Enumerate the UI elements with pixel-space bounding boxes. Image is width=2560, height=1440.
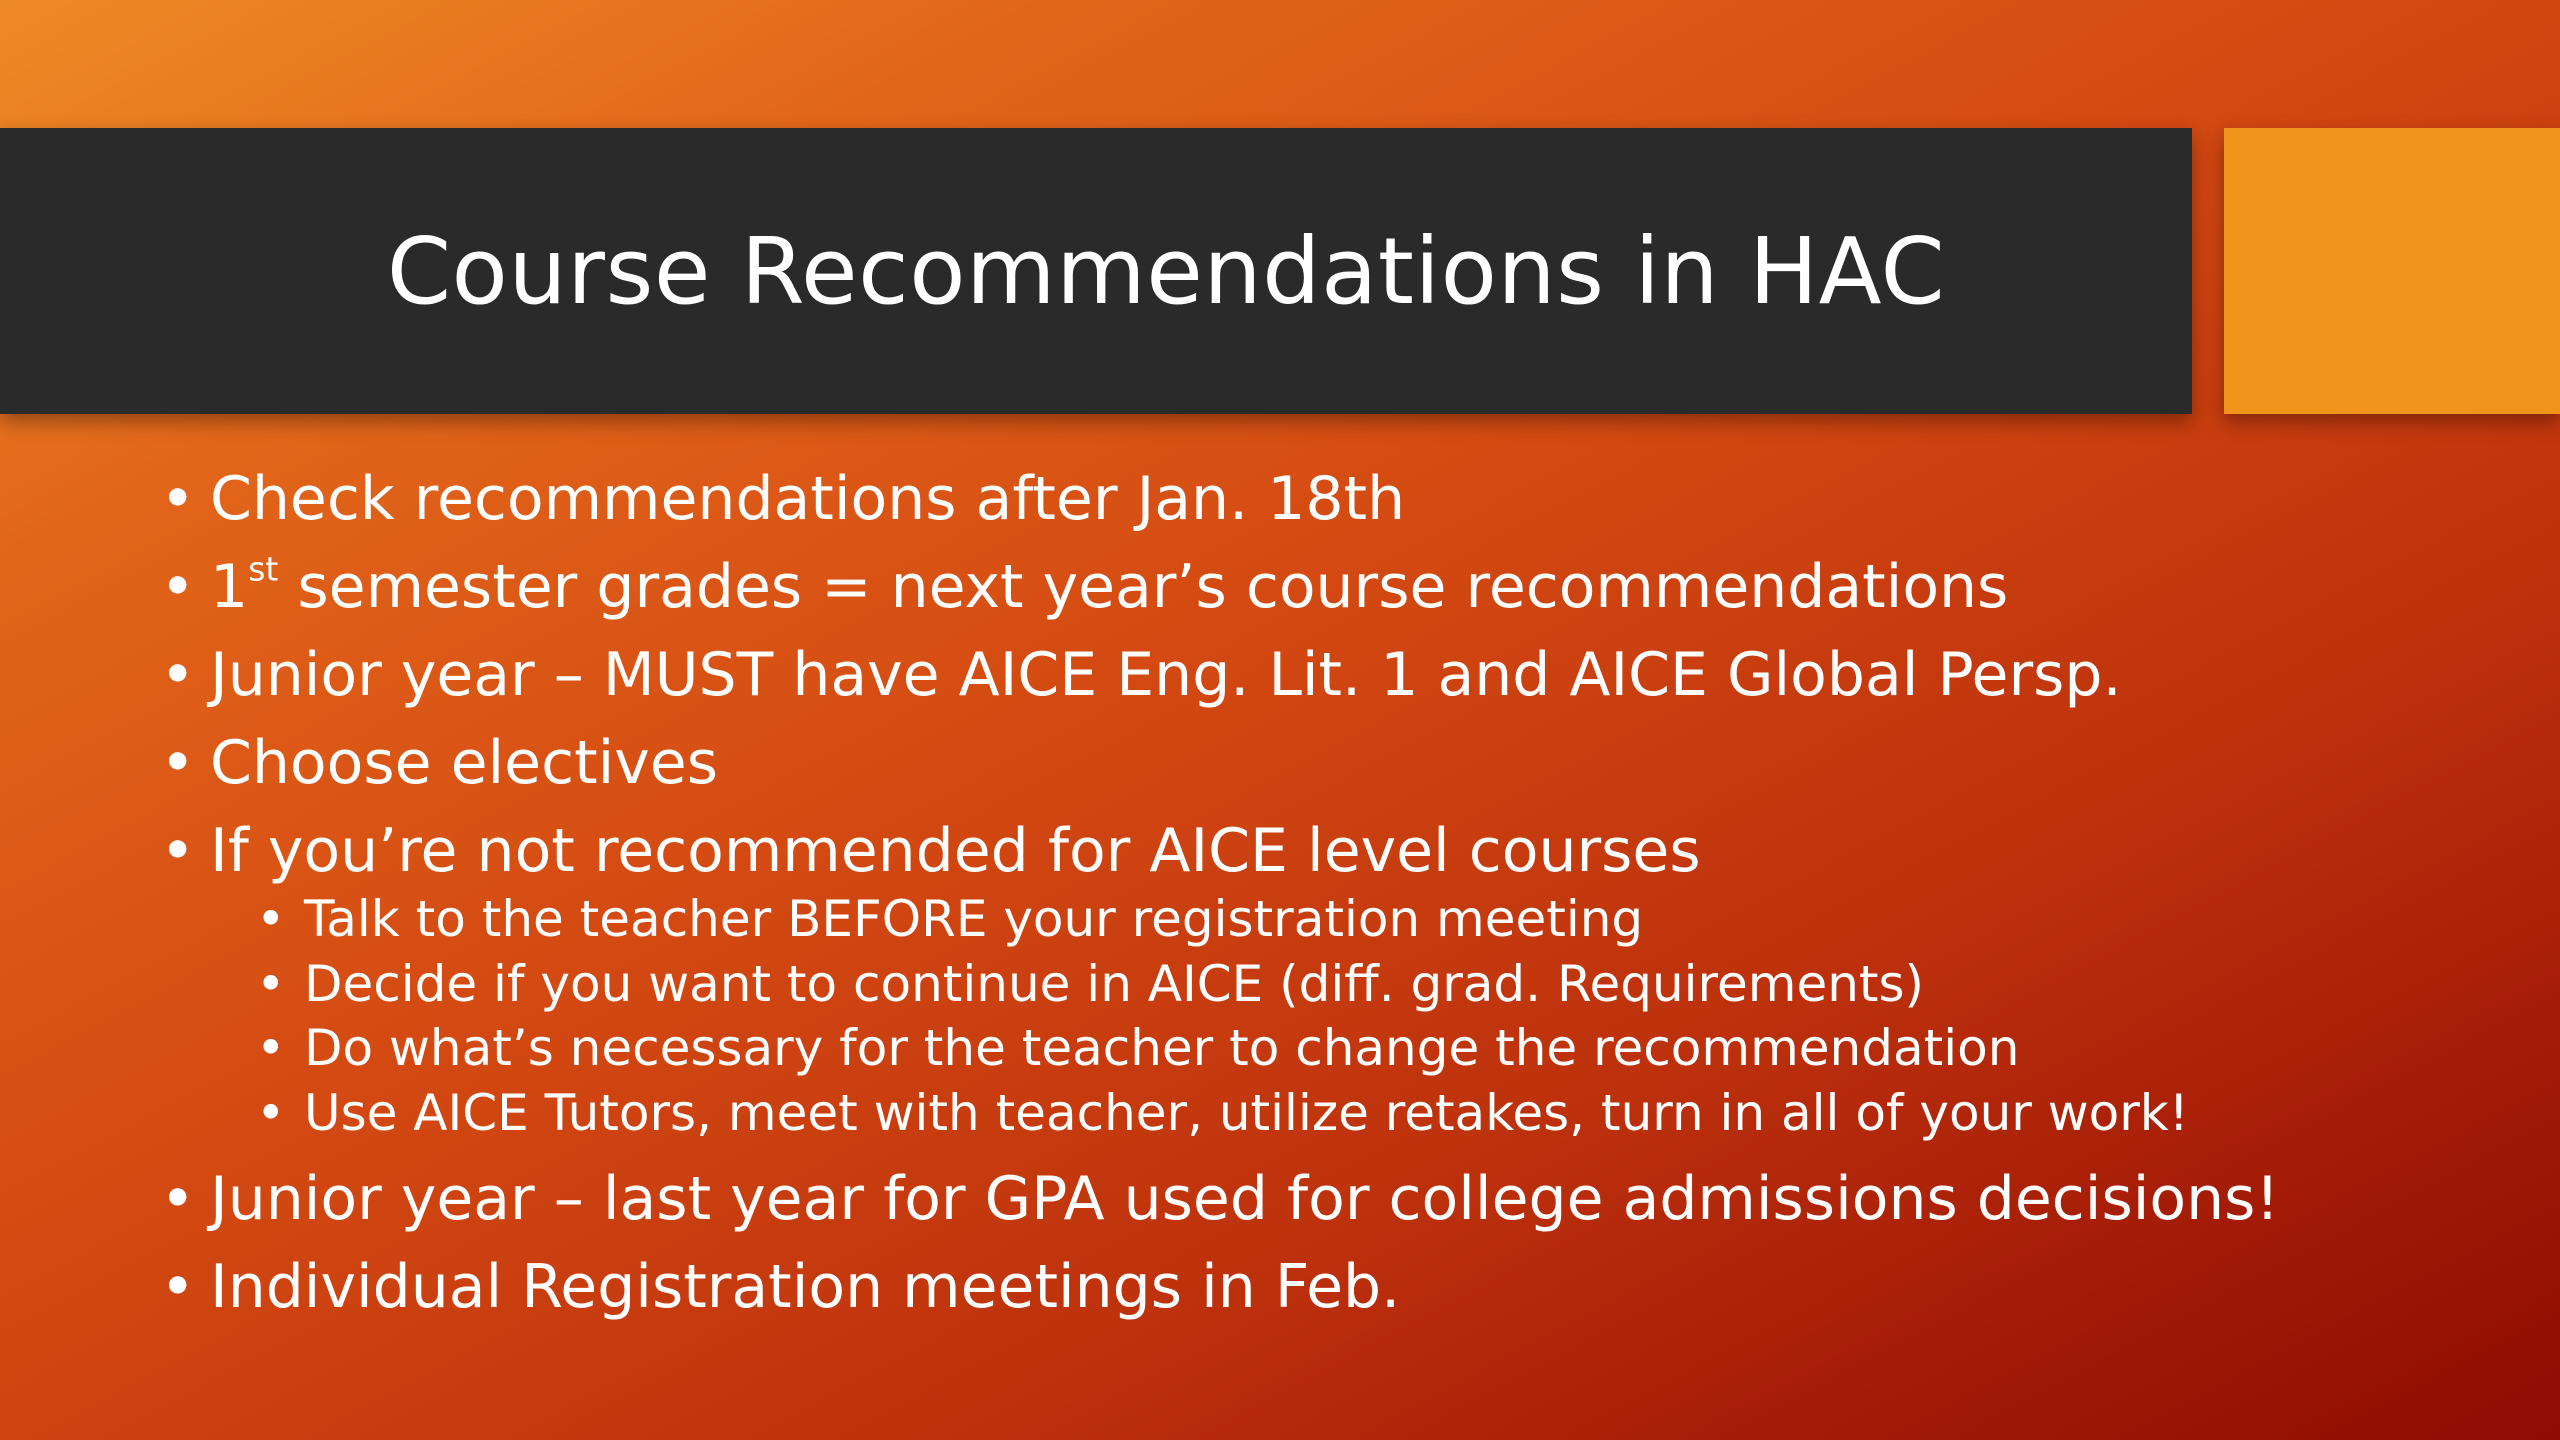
- bullet-marker: •: [160, 728, 196, 798]
- ordinal-number: 1: [210, 552, 249, 622]
- bullet-marker: •: [256, 890, 286, 948]
- bullet-item: [160, 455, 2460, 543]
- sub-bullet-text: Do what’s necessary for the teacher to change the recommendation: [304, 1019, 2020, 1077]
- sub-bullet-list: [160, 887, 2460, 1145]
- bullet-item: [160, 1155, 2460, 1243]
- bullet-item: [160, 1243, 2460, 1331]
- title-bar: [0, 128, 2192, 414]
- bullet-text: Check recommendations after Jan. 18th: [210, 464, 1406, 534]
- bullet-item: [160, 543, 2460, 631]
- bullet-marker: •: [160, 464, 196, 534]
- bullet-item: [160, 719, 2460, 807]
- bullet-marker: •: [160, 1252, 196, 1322]
- bullet-text: Individual Registration meetings in Feb.: [210, 1252, 1401, 1322]
- bullet-marker: •: [160, 552, 196, 622]
- bullet-marker: •: [160, 1164, 196, 1234]
- slide-title: Course Recommendations in HAC: [386, 217, 1946, 325]
- bullet-marker: •: [256, 954, 286, 1013]
- bullet-text: Junior year – last year for GPA used for college admissions decisions!: [210, 1164, 2280, 1234]
- bullet-marker: •: [256, 1083, 286, 1142]
- sub-bullet-text: Decide if you want to continue in AICE (diff. grad. Requirements): [304, 954, 1925, 1013]
- ordinal-suffix: st: [248, 549, 279, 589]
- bullet-list: [160, 455, 2460, 1331]
- sub-bullet-item: [256, 1016, 2460, 1081]
- sub-bullet-text: Use AICE Tutors, meet with teacher, utilize retakes, turn in all of your work!: [304, 1083, 2189, 1142]
- bullet-text: [210, 549, 2009, 622]
- sub-bullet-item: [256, 887, 2460, 952]
- sub-bullet-item: [256, 952, 2460, 1017]
- bullet-text: If you’re not recommended for AICE level courses: [210, 816, 1701, 886]
- accent-square: [2224, 128, 2560, 414]
- bullet-text: Junior year – MUST have AICE Eng. Lit. 1 and AICE Global Persp.: [210, 640, 2122, 710]
- bullet-item: [160, 631, 2460, 719]
- sub-bullet-item: [256, 1081, 2460, 1146]
- bullet-marker: •: [256, 1019, 286, 1077]
- bullet-text-rest: semester grades = next year’s course recommendations: [278, 552, 2009, 622]
- bullet-item: [160, 807, 2460, 895]
- sub-bullet-text: Talk to the teacher BEFORE your registration meeting: [304, 890, 1644, 948]
- bullet-text: Choose electives: [210, 728, 718, 798]
- bullet-marker: •: [160, 816, 196, 886]
- bullet-marker: •: [160, 640, 196, 710]
